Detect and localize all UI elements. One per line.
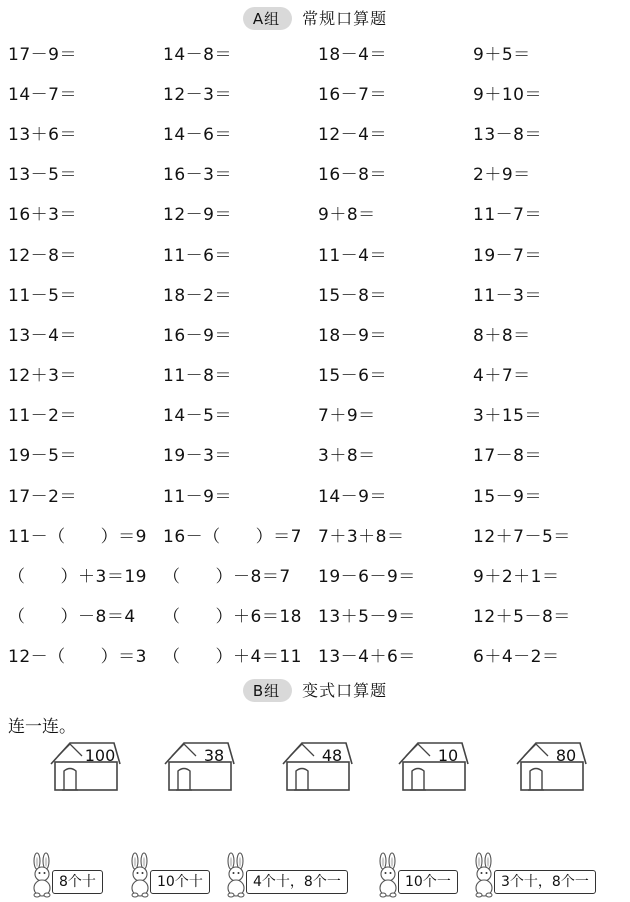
- problem-cell: 17－9＝: [8, 44, 77, 65]
- problem-cell: 16－（ ）＝7: [163, 526, 302, 547]
- problem-cell: 3＋15＝: [473, 406, 542, 427]
- problem-row: [8, 354, 628, 394]
- problem-cell: 13－5＝: [8, 165, 77, 186]
- problem-cell: 19－7＝: [473, 245, 542, 266]
- problem-cell: 3＋8＝: [318, 446, 376, 467]
- problem-cell: 6＋4－2＝: [473, 647, 560, 668]
- problem-cell: 14－8＝: [163, 44, 232, 65]
- problem-row: [8, 394, 628, 434]
- problem-row: [8, 514, 628, 554]
- house-card: [514, 738, 588, 794]
- answer-card-label: 10个十: [150, 870, 210, 894]
- problem-cell: 14－7＝: [8, 84, 77, 105]
- problem-cell: 16－7＝: [318, 84, 387, 105]
- problem-cell: （ ）＋3＝19: [8, 567, 147, 588]
- problem-cell: 18－2＝: [163, 285, 232, 306]
- problem-row: [8, 233, 628, 273]
- section-b-title: 变式口算题: [302, 681, 388, 700]
- problem-cell: 11－7＝: [473, 205, 542, 226]
- answer-card-label: 8个十: [52, 870, 103, 894]
- problem-cell: 14－5＝: [163, 406, 232, 427]
- house-number: 100: [84, 746, 116, 765]
- problem-cell: 12＋7－5＝: [473, 526, 571, 547]
- problem-cell: 19－5＝: [8, 446, 77, 467]
- problem-cell: （ ）＋4＝11: [163, 647, 302, 668]
- problem-row: [8, 32, 628, 72]
- problem-cell: 13＋5－9＝: [318, 607, 416, 628]
- answer-card-label: 4个十，8个一: [246, 870, 348, 894]
- problem-cell: 7＋3＋8＝: [318, 526, 405, 547]
- problem-cell: 13－4＝: [8, 325, 77, 346]
- problem-cell: 7＋9＝: [318, 406, 376, 427]
- problem-cell: 15－9＝: [473, 486, 542, 507]
- problem-cell: 9＋2＋1＝: [473, 567, 560, 588]
- problem-cell: 15－8＝: [318, 285, 387, 306]
- problem-grid: [8, 32, 628, 675]
- problem-row: [8, 273, 628, 313]
- problem-cell: 12＋3＝: [8, 366, 77, 387]
- problem-cell: 9＋8＝: [318, 205, 376, 226]
- problem-cell: 12－3＝: [163, 84, 232, 105]
- problem-cell: 11－5＝: [8, 285, 77, 306]
- problem-row: [8, 554, 628, 594]
- section-b-badge: B组: [243, 679, 292, 702]
- problem-cell: 18－9＝: [318, 325, 387, 346]
- problem-row: [8, 635, 628, 675]
- problem-cell: 17－2＝: [8, 486, 77, 507]
- problem-cell: 11－8＝: [163, 366, 232, 387]
- problem-row: [8, 434, 628, 474]
- problem-cell: 11－（ ）＝9: [8, 526, 147, 547]
- problem-cell: 16＋3＝: [8, 205, 77, 226]
- problem-cell: 12＋5－8＝: [473, 607, 571, 628]
- problem-cell: （ ）－8＝7: [163, 567, 291, 588]
- house-card: [162, 738, 236, 794]
- problem-cell: 15－6＝: [318, 366, 387, 387]
- problem-cell: 9＋10＝: [473, 84, 542, 105]
- problem-cell: 16－8＝: [318, 165, 387, 186]
- problem-cell: 11－4＝: [318, 245, 387, 266]
- problem-cell: 8＋8＝: [473, 325, 531, 346]
- problem-cell: 13－8＝: [473, 124, 542, 145]
- problem-cell: 17－8＝: [473, 446, 542, 467]
- problem-cell: 12－（ ）＝3: [8, 647, 147, 668]
- house-card: [48, 738, 122, 794]
- house-number: 80: [555, 746, 577, 765]
- section-a-title: 常规口算题: [302, 9, 388, 28]
- problem-cell: 12－8＝: [8, 245, 77, 266]
- house-number: 48: [321, 746, 343, 765]
- house-card: [280, 738, 354, 794]
- problem-row: [8, 193, 628, 233]
- problem-cell: 12－4＝: [318, 124, 387, 145]
- problem-cell: 19－3＝: [163, 446, 232, 467]
- problem-cell: 14－9＝: [318, 486, 387, 507]
- answer-card-label: 3个十，8个一: [494, 870, 596, 894]
- problem-cell: 18－4＝: [318, 44, 387, 65]
- problem-cell: （ ）＋6＝18: [163, 607, 302, 628]
- problem-cell: （ ）－8＝4: [8, 607, 136, 628]
- problem-cell: 11－9＝: [163, 486, 232, 507]
- problem-cell: 2＋9＝: [473, 165, 531, 186]
- section-b-header: [0, 678, 630, 702]
- problem-cell: 11－3＝: [473, 285, 542, 306]
- house-card: [396, 738, 470, 794]
- answer-card-label: 10个一: [398, 870, 458, 894]
- instruction: 连一连。: [8, 717, 76, 737]
- problem-cell: 12－9＝: [163, 205, 232, 226]
- house-number: 38: [203, 746, 225, 765]
- problem-cell: 9＋5＝: [473, 44, 531, 65]
- problem-cell: 19－6－9＝: [318, 567, 416, 588]
- problem-cell: 4＋7＝: [473, 366, 531, 387]
- problem-row: [8, 595, 628, 635]
- problem-cell: 11－6＝: [163, 245, 232, 266]
- problem-row: [8, 153, 628, 193]
- problem-cell: 13－4＋6＝: [318, 647, 416, 668]
- problem-row: [8, 313, 628, 353]
- problem-row: [8, 72, 628, 112]
- problem-cell: 13＋6＝: [8, 124, 77, 145]
- house-number: 10: [437, 746, 459, 765]
- problem-cell: 16－9＝: [163, 325, 232, 346]
- problem-cell: 14－6＝: [163, 124, 232, 145]
- problem-cell: 11－2＝: [8, 406, 77, 427]
- problem-row: [8, 474, 628, 514]
- problem-row: [8, 112, 628, 152]
- problem-cell: 16－3＝: [163, 165, 232, 186]
- section-a-header: [0, 6, 630, 30]
- section-a-badge: A组: [243, 7, 292, 30]
